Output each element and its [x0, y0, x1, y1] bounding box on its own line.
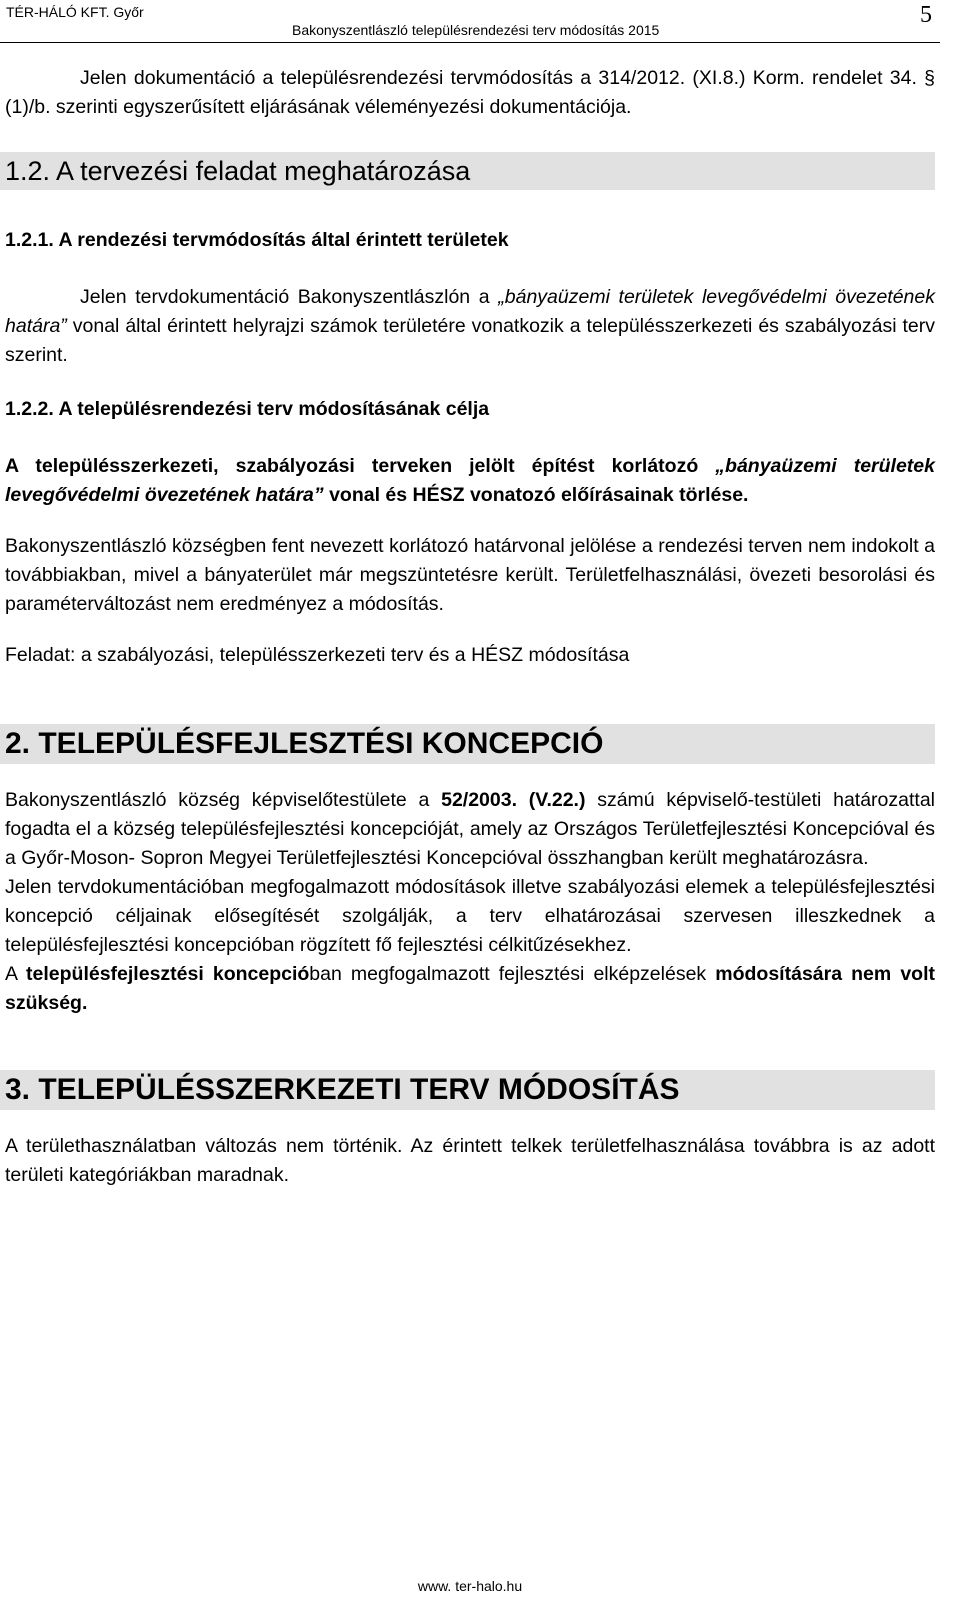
bold-fragment: módosítására nem volt szükség.: [5, 963, 935, 1014]
text-fragment: A: [5, 963, 27, 985]
line-name-italic: „bányaüzemi területek levegővédelmi övezetének határa”: [5, 455, 935, 506]
text-fragment: vonal és HÉSZ vonatozó előírásainak törlése.: [323, 484, 749, 506]
resolution-number: 52/2003. (V.22.): [441, 789, 586, 811]
text-fragment: számú képviselő-testületi határozattal fogadta el a község településfejlesztési koncepcióját, amely az Országos Területfejlesztési Koncepcióval és a Győr-Moson- Sopron Megyei Területfejlesztési Koncepcióval összhangban került meghatározásra.: [5, 789, 935, 869]
goal-paragraph: [5, 452, 935, 510]
task-paragraph: Feladat: a szabályozási, településszerkezeti terv és a HÉSZ módosítása: [5, 644, 630, 666]
bold-fragment: településfejlesztési koncepció: [26, 963, 310, 985]
text-fragment: A településszerkezeti, szabályozási terveken jelölt építést korlátozó: [5, 455, 716, 477]
company-name: TÉR-HÁLÓ KFT. Győr: [6, 4, 144, 20]
section-1-2-2-heading: 1.2.2. A településrendezési terv módosításának célja: [5, 398, 490, 420]
text-fragment: Bakonyszentlászló község képviselőtestülete a: [5, 789, 442, 811]
text-fragment: vonal által érintett helyrajzi számok területére vonatkozik a településszerkezeti és szabályozási terv szerint.: [5, 315, 935, 366]
document-title: Bakonyszentlászló településrendezési terv módosítás 2015: [292, 22, 660, 38]
page-content: [5, 64, 935, 1190]
reason-paragraph: Bakonyszentlászló községben fent nevezett korlátozó határvonal jelölése a rendezési terven nem indokolt a továbbiakban, mivel a bányaterület már megszüntetésre került. Területfelhasználási, övezeti besorolási és paraméterváltozást nem eredményez a módosítás.: [5, 535, 935, 615]
page-footer: [0, 1578, 960, 1594]
section-2-heading: 2. TELEPÜLÉSFEJLESZTÉSI KONCEPCIÓ: [0, 724, 935, 764]
section-3-heading: 3. TELEPÜLÉSSZERKEZETI TERV MÓDOSÍTÁS: [0, 1070, 935, 1110]
footer-url: www. ter-halo.hu: [417, 1578, 523, 1594]
text-fragment: Jelen tervdokumentáció Bakonyszentlászlón a: [80, 286, 499, 308]
header-rule: [0, 42, 940, 43]
affected-areas-paragraph: [5, 283, 935, 370]
structure-plan-paragraph: A területhasználatban változás nem történik. Az érintett telkek területfelhasználása továbbra is az adott területi kategóriákban maradnak.: [5, 1135, 935, 1186]
concept-paragraph-2: Jelen tervdokumentációban megfogalmazott módosítások illetve szabályozási elemek a településfejlesztési koncepció céljainak elősegítését szolgálják, a terv elhatározásai szervesen illeszkednek a településfejlesztési koncepcióban rögzített fő fejlesztési célkitűzésekhez.: [5, 876, 935, 956]
text-fragment: ban megfogalmazott fejlesztési elképzelések: [309, 963, 716, 985]
page-number: 5: [920, 2, 932, 28]
section-1-2-1-heading: 1.2.1. A rendezési tervmódosítás által érintett területek: [5, 229, 509, 251]
page-header: [0, 0, 960, 44]
section-1-2-heading: 1.2. A tervezési feladat meghatározása: [0, 152, 935, 190]
concept-paragraph-3: [5, 960, 935, 1018]
concept-paragraph-1: [5, 786, 935, 873]
line-name-italic: „bányaüzemi területek levegővédelmi övezetének határa”: [5, 286, 935, 337]
intro-paragraph: Jelen dokumentáció a településrendezési tervmódosítás a 314/2012. (XI.8.) Korm. rendelet 34. § (1)/b. szerinti egyszerűsített eljárásának véleményezési dokumentációja.: [5, 67, 935, 118]
